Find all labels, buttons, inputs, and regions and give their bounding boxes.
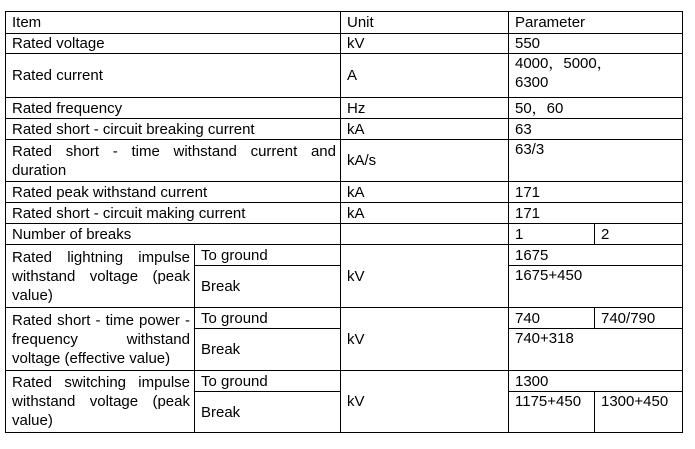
break-label: Break — [195, 329, 341, 371]
group-item: Rated short - time power - frequency withstand voltage (effective value) — [6, 308, 195, 371]
row-item: Rated short - circuit making current — [6, 203, 341, 224]
table-row — [6, 203, 683, 224]
row-value: 171 — [509, 203, 683, 224]
row-item: Rated current — [6, 54, 341, 98]
row-unit: kA/s — [341, 140, 509, 182]
table-row — [6, 98, 683, 119]
ground-value: 1300 — [509, 371, 683, 392]
row-value-text: 4000，5000，6300 — [515, 55, 612, 91]
row-item: Rated peak withstand current — [6, 182, 341, 203]
table-row — [6, 54, 683, 98]
table-row — [6, 140, 683, 182]
breaks-unit — [341, 224, 509, 245]
breaks-value-a: 1 — [509, 224, 595, 245]
header-parameter: Parameter — [509, 12, 683, 34]
header-unit: Unit — [341, 12, 509, 34]
group-unit: kV — [341, 245, 509, 308]
ground-value-a: 740 — [509, 308, 595, 329]
row-value — [509, 54, 683, 98]
break-label: Break — [195, 392, 341, 433]
breaks-value-b: 2 — [595, 224, 683, 245]
row-unit: kA — [341, 182, 509, 203]
ground-label: To ground — [195, 308, 341, 329]
row-item: Rated short - time withstand current and duration — [6, 140, 341, 182]
row-unit: A — [341, 54, 509, 98]
row-item: Rated voltage — [6, 34, 341, 54]
break-value-a: 1175+450 — [509, 392, 595, 433]
row-unit: kV — [341, 34, 509, 54]
group-unit: kV — [341, 371, 509, 433]
break-label: Break — [195, 266, 341, 308]
ground-value-b: 740/790 — [595, 308, 683, 329]
row-unit: kA — [341, 119, 509, 140]
group-ground-row — [6, 308, 683, 329]
header-row — [6, 12, 683, 34]
spec-table — [5, 11, 683, 433]
header-item: Item — [6, 12, 341, 34]
breaks-row — [6, 224, 683, 245]
row-value: 50，60 — [509, 98, 683, 119]
row-value: 550 — [509, 34, 683, 54]
table-row — [6, 34, 683, 54]
ground-label: To ground — [195, 371, 341, 392]
table-row — [6, 182, 683, 203]
row-value: 171 — [509, 182, 683, 203]
row-item: Rated short - circuit breaking current — [6, 119, 341, 140]
group-item: Rated lightning impulse withstand voltage (peak value) — [6, 245, 195, 308]
group-ground-row — [6, 245, 683, 266]
group-item: Rated switching impulse withstand voltage (peak value) — [6, 371, 195, 433]
row-unit: kA — [341, 203, 509, 224]
break-value-b: 1300+450 — [595, 392, 683, 433]
row-value: 63/3 — [509, 140, 683, 182]
row-value: 63 — [509, 119, 683, 140]
break-value: 1675+450 — [509, 266, 683, 308]
group-ground-row — [6, 371, 683, 392]
row-item: Rated frequency — [6, 98, 341, 119]
break-value: 740+318 — [509, 329, 683, 371]
ground-label: To ground — [195, 245, 341, 266]
table-row — [6, 119, 683, 140]
group-unit: kV — [341, 308, 509, 371]
ground-value: 1675 — [509, 245, 683, 266]
row-unit: Hz — [341, 98, 509, 119]
breaks-item: Number of breaks — [6, 224, 341, 245]
